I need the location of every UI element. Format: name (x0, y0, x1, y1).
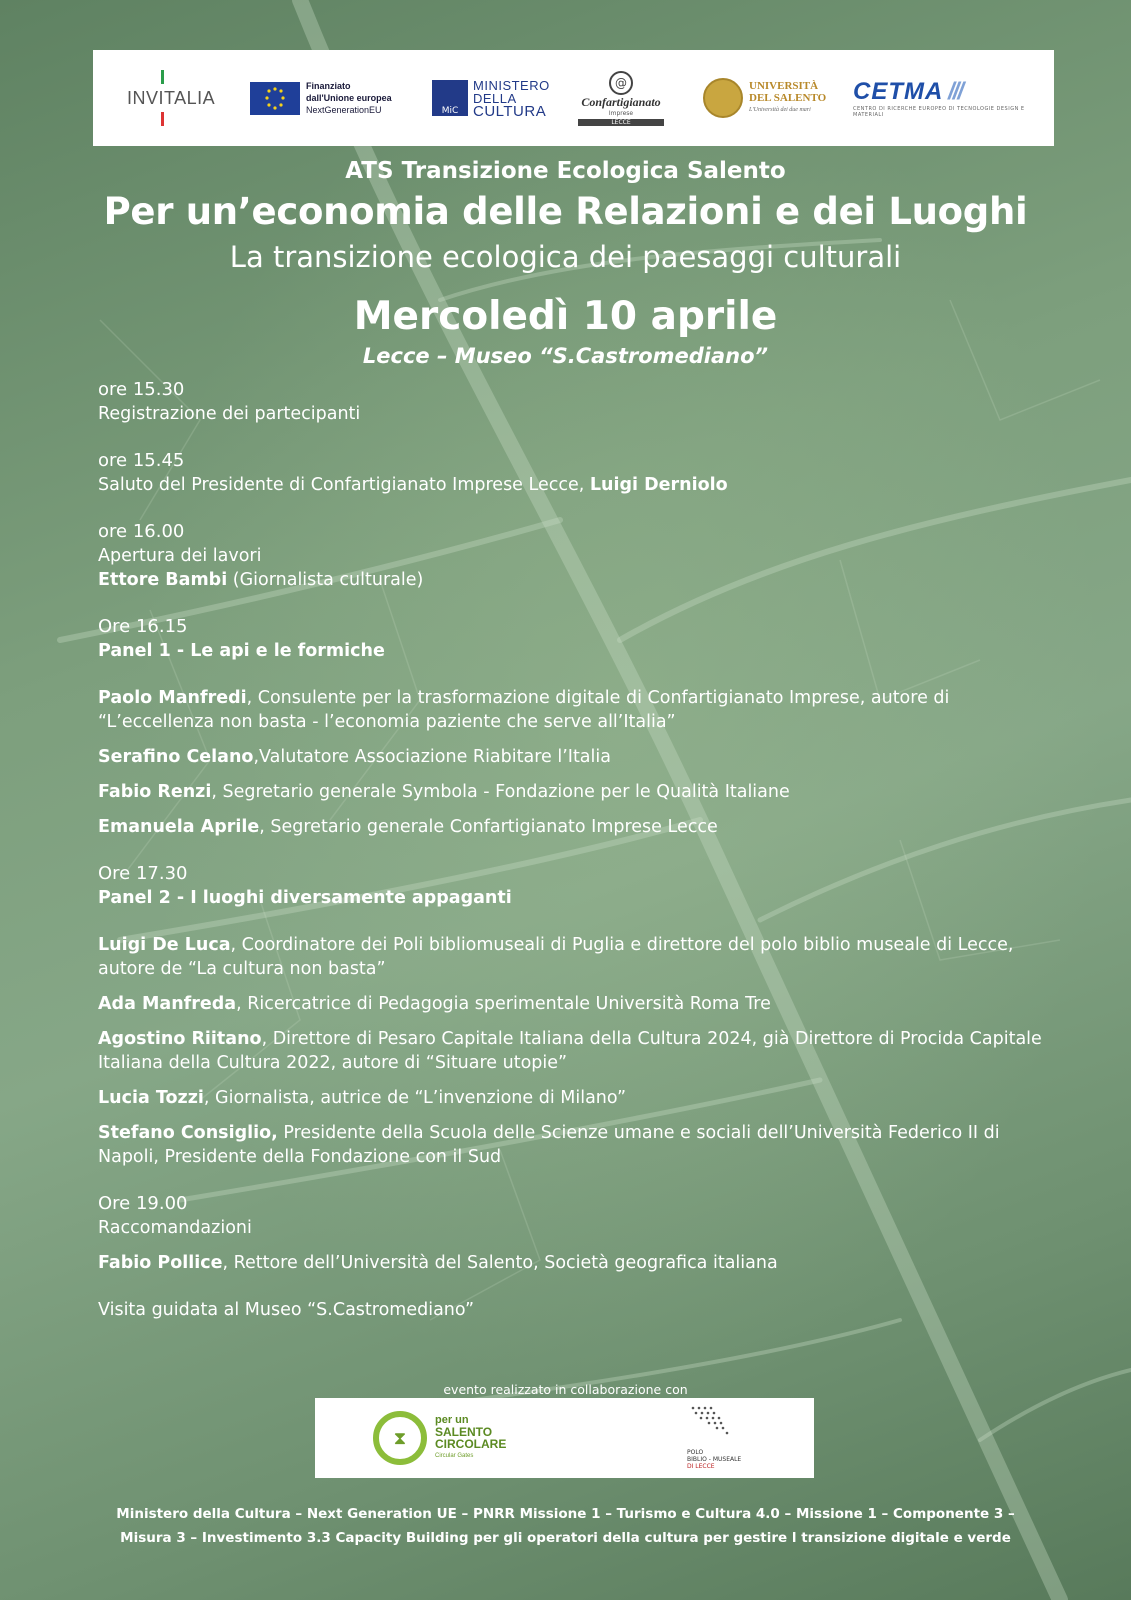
mic-badge-text: MiC (441, 106, 459, 116)
museum-visit: Visita guidata al Museo “S.Castromediano” (98, 1300, 475, 1320)
slot-text: Apertura dei lavori (98, 546, 262, 566)
speaker-name: Fabio Renzi (98, 782, 212, 802)
mic-badge-icon (432, 80, 468, 116)
confartigianato-wordmark: Confartigianato (581, 94, 661, 109)
unisal-motto: L'Università dei due mari (749, 107, 811, 113)
at-sign-icon: @ (609, 71, 633, 95)
speaker-entry (98, 745, 1058, 769)
speaker-name: Ada Manfreda (98, 994, 237, 1014)
speaker-role: , Segretario generale Symbola - Fondazione per le Qualità Italiane (211, 782, 790, 802)
speaker-role: , Rettore dell’Università del Salento, Società geografica italiana (222, 1253, 778, 1273)
agenda-slot-1900 (98, 1192, 1058, 1275)
mic-text-line2: DELLA (473, 90, 517, 106)
slot-time: ore 15.45 (98, 450, 185, 471)
universita-salento-logo (703, 50, 826, 146)
mic-text-line3: CULTURA (473, 102, 547, 120)
polo-line1: POLO (687, 1449, 704, 1456)
speaker-entry (98, 992, 1058, 1016)
speaker-role: , Ricercatrice di Pedagogia sperimentale Università Roma Tre (236, 994, 771, 1014)
sponsor-logo-bar (93, 50, 1054, 146)
speaker-entry (98, 686, 1058, 734)
agenda-slot-1530 (98, 378, 1058, 426)
speaker-role: , Direttore di Pesaro Capitale Italiana della Cultura 2024, già Direttore di Procida Capitale Italiana della Cultura 2022, autore di “Situare utopie” (98, 1029, 1042, 1073)
speaker-name: Paolo Manfredi (98, 688, 247, 708)
slot-text: Saluto del Presidente di Confartigianato Imprese Lecce, (98, 475, 590, 495)
speaker-role: Presidente della Scuola delle Scienze umane e sociali dell’Università Federico II di Napoli, Presidente della Fondazione con il Sud (98, 1123, 1000, 1167)
footer-line1: Ministero della Cultura – Next Generation UE – PNRR Missione 1 – Turismo e Cultura 4.0 – Missione 1 – Componente 3 – (116, 1506, 1015, 1522)
polo-line2: BIBLIO - MUSEALE (687, 1456, 742, 1463)
speaker-name: Agostino Riitano (98, 1029, 262, 1049)
collaboration-label: evento realizzato in collaborazione con (443, 1382, 688, 1397)
university-seal-icon (703, 78, 743, 118)
speaker-entry (98, 780, 1058, 804)
eu-flag-icon (250, 82, 300, 115)
funding-footer (0, 1502, 1131, 1550)
cetma-logo (853, 50, 1054, 146)
slot-text: Raccomandazioni (98, 1218, 252, 1238)
ats-heading: ATS Transizione Ecologica Salento (345, 158, 786, 184)
partner-logo-bar (315, 1398, 814, 1478)
speaker-name: Serafino Celano (98, 747, 254, 767)
flag-red-mark (161, 112, 164, 126)
event-title: Per un’economia delle Relazioni e dei Luoghi (103, 190, 1028, 233)
eu-text-line2: dall'Unione europea (306, 93, 392, 103)
speaker-entry (98, 815, 1058, 839)
slot-time: Ore 16.15 (98, 616, 188, 637)
confartigianato-logo (578, 50, 664, 146)
speaker-entry (98, 933, 1058, 981)
ministero-cultura-logo (432, 50, 550, 146)
panel-title: Panel 1 - Le api e le formiche (98, 641, 385, 661)
speaker-entry (98, 1251, 1058, 1275)
hourglass-icon: ⧗ (373, 1411, 427, 1465)
confartigianato-sub: Imprese (608, 109, 634, 117)
cetma-wordmark: CETMA /// (853, 78, 962, 105)
cetma-subtitle: CENTRO DI RICERCHE EUROPEO DI TECNOLOGIE DESIGN E MATERIALI (853, 106, 1025, 118)
speaker-role: , Coordinatore dei Poli bibliomuseali di Puglia e direttore del polo biblio museale di Lecce, autore de “La cultura non basta” (98, 935, 1014, 979)
polo-biblio-museale-logo (687, 1404, 787, 1472)
speaker-name: Emanuela Aprile (98, 817, 260, 837)
psc-line1: per un (435, 1414, 469, 1426)
eu-logo (250, 50, 392, 146)
confartigianato-city: LECCE (578, 119, 664, 126)
panel-title: Panel 2 - I luoghi diversamente appaganti (98, 888, 512, 908)
event-subtitle: La transizione ecologica dei paesaggi culturali (229, 240, 902, 274)
agenda-panel-1 (98, 615, 1058, 839)
speaker-name: Luigi De Luca (98, 935, 231, 955)
speaker-entry (98, 1086, 1058, 1110)
unisal-line2: DEL SALENTO (749, 92, 827, 104)
speaker-role: , Giornalista, autrice de “L’invenzione di Milano” (203, 1088, 627, 1108)
event-date: Mercoledì 10 aprile (353, 294, 778, 339)
speaker-name: Stefano Consiglio, (98, 1123, 278, 1143)
speaker-entry (98, 1027, 1058, 1075)
speaker-role: ,Valutatore Associazione Riabitare l’Italia (253, 747, 611, 767)
slot-time: Ore 19.00 (98, 1193, 188, 1214)
speaker-name: Lucia Tozzi (98, 1088, 204, 1108)
agenda-slot-1545 (98, 449, 1058, 497)
psc-line3: CIRCOLARE (435, 1437, 507, 1451)
speaker-entry (98, 1121, 1058, 1169)
footer-line2: Misura 3 – Investimento 3.3 Capacity Building per gli operatori della cultura per gestire l transizione digitale e verde (120, 1530, 1011, 1546)
agenda-slot-1600 (98, 520, 1058, 592)
agenda-panel-2 (98, 862, 1058, 1169)
unisal-line1: UNIVERSITÀ (749, 80, 819, 92)
speaker-name: Ettore Bambi (98, 570, 228, 590)
invitalia-wordmark: INVITALIA (127, 87, 216, 108)
mic-text-line1: MINISTERO (473, 77, 550, 93)
flag-green-mark (161, 70, 164, 84)
psc-ring-text: Circular Gates (435, 1453, 474, 1459)
speaker-role: (Giornalista culturale) (227, 570, 424, 590)
slot-time: ore 15.30 (98, 379, 185, 400)
invitalia-logo (127, 50, 215, 146)
slot-text: Registrazione dei partecipanti (98, 404, 361, 424)
slot-time: ore 16.00 (98, 521, 185, 542)
speaker-name: Luigi Derniolo (589, 475, 728, 495)
polo-dot-map-icon (687, 1404, 747, 1444)
event-location: Lecce – Museo “S.Castromediano” (362, 344, 769, 368)
agenda (98, 378, 1058, 1322)
speaker-role: , Segretario generale Confartigianato Imprese Lecce (259, 817, 718, 837)
salento-circolare-logo (373, 1406, 506, 1470)
speaker-role: , Consulente per la trasformazione digitale di Confartigianato Imprese, autore di “L’eccellenza non basta - l’economia paziente che serve all’Italia” (98, 688, 950, 732)
eu-text-line1: Finanziato (306, 81, 351, 91)
eu-text-line3: NextGenerationEU (306, 105, 382, 115)
psc-line2: SALENTO (435, 1425, 493, 1439)
slot-time: Ore 17.30 (98, 863, 188, 884)
polo-line3: DI LECCE (687, 1463, 715, 1470)
speaker-name: Fabio Pollice (98, 1253, 223, 1273)
